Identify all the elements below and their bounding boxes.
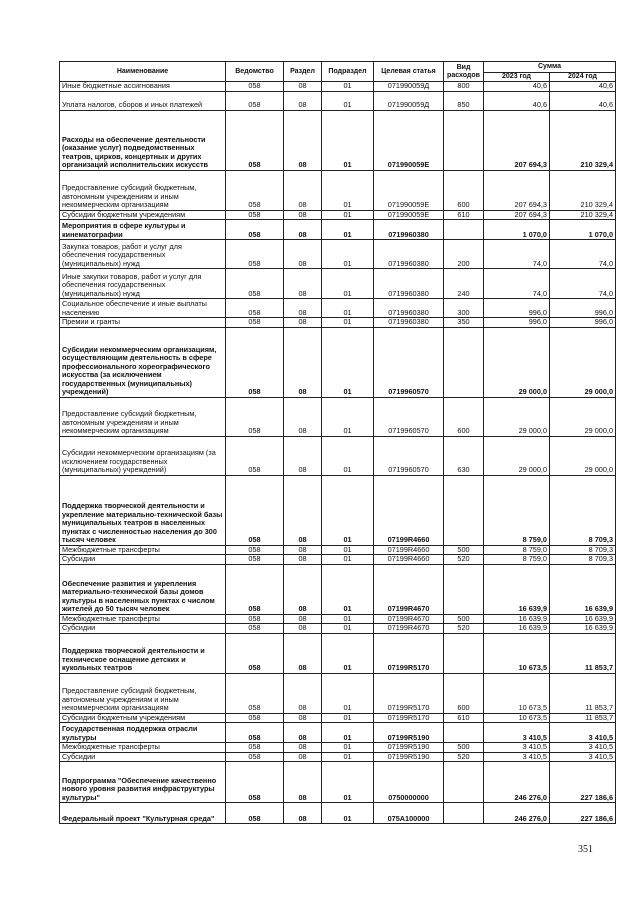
row-amount-2023: 16 639,9 — [484, 624, 550, 634]
row-department: 058 — [226, 475, 284, 545]
row-department: 058 — [226, 220, 284, 240]
row-amount-2024: 1 070,0 — [550, 220, 616, 240]
row-section: 08 — [284, 436, 322, 475]
row-amount-2023: 246 276,0 — [484, 762, 550, 803]
row-expense — [444, 220, 484, 240]
row-name: Предоставление субсидий бюджетным, автономным учреждениям и иным некоммерческим организациям — [60, 673, 226, 713]
row-amount-2023: 10 673,5 — [484, 633, 550, 673]
row-amount-2023: 207 694,3 — [484, 170, 550, 210]
row-expense: 850 — [444, 91, 484, 110]
row-department: 058 — [226, 713, 284, 723]
row-expense — [444, 564, 484, 614]
row-department: 058 — [226, 210, 284, 220]
row-amount-2023: 246 276,0 — [484, 803, 550, 824]
row-department: 058 — [226, 269, 284, 299]
row-section: 08 — [284, 624, 322, 634]
table-row — [60, 545, 616, 555]
table-row — [60, 170, 616, 210]
row-section: 08 — [284, 318, 322, 328]
row-name: Социальное обеспечение и иные выплаты населению — [60, 299, 226, 318]
row-name: Предоставление субсидий бюджетным, автономным учреждениям и иным некоммерческим организациям — [60, 397, 226, 436]
row-amount-2023: 40,6 — [484, 82, 550, 92]
table-row — [60, 318, 616, 328]
row-name: Межбюджетные трансферты — [60, 614, 226, 624]
row-amount-2024: 3 410,5 — [550, 743, 616, 753]
row-name: Субсидии бюджетным учреждениям — [60, 713, 226, 723]
table-row — [60, 327, 616, 397]
row-section: 08 — [284, 220, 322, 240]
row-target: 071990059Е — [374, 210, 444, 220]
row-expense — [444, 762, 484, 803]
row-expense: 600 — [444, 170, 484, 210]
row-expense: 200 — [444, 240, 484, 269]
row-expense: 630 — [444, 436, 484, 475]
row-expense: 520 — [444, 752, 484, 762]
table-row — [60, 475, 616, 545]
col-expense-header: Вид расходов — [444, 62, 484, 82]
row-amount-2023: 996,0 — [484, 299, 550, 318]
row-section: 08 — [284, 210, 322, 220]
row-name: Межбюджетные трансферты — [60, 743, 226, 753]
row-section: 08 — [284, 299, 322, 318]
row-amount-2023: 207 694,3 — [484, 110, 550, 170]
row-amount-2024: 11 853,7 — [550, 633, 616, 673]
row-expense: 520 — [444, 555, 484, 565]
row-expense: 500 — [444, 545, 484, 555]
row-target: 071990059Е — [374, 170, 444, 210]
row-amount-2024: 11 853,7 — [550, 673, 616, 713]
row-target: 07199R5170 — [374, 633, 444, 673]
row-amount-2024: 40,6 — [550, 82, 616, 92]
row-subsection: 01 — [322, 240, 374, 269]
row-target: 07199R5170 — [374, 713, 444, 723]
row-expense — [444, 633, 484, 673]
row-target: 0719960570 — [374, 327, 444, 397]
table-row — [60, 614, 616, 624]
row-amount-2024: 8 709,3 — [550, 555, 616, 565]
row-department: 058 — [226, 762, 284, 803]
table-row — [60, 299, 616, 318]
row-section: 08 — [284, 91, 322, 110]
row-name: Поддержка творческой деятельности и укрепление материально-технической базы муниципальных театров в населенных пунктах с численностью населения до 300 тысяч человек — [60, 475, 226, 545]
row-expense: 600 — [444, 673, 484, 713]
table-row — [60, 240, 616, 269]
row-target: 07199R5190 — [374, 752, 444, 762]
row-target: 071990059Д — [374, 91, 444, 110]
row-subsection: 01 — [322, 475, 374, 545]
row-department: 058 — [226, 318, 284, 328]
row-amount-2023: 74,0 — [484, 240, 550, 269]
table-row — [60, 624, 616, 634]
row-amount-2023: 996,0 — [484, 318, 550, 328]
row-subsection: 01 — [322, 397, 374, 436]
col-section-header: Раздел — [284, 62, 322, 82]
row-name: Закупка товаров, работ и услуг для обеспечения государственных (муниципальных) нужд — [60, 240, 226, 269]
row-department: 058 — [226, 545, 284, 555]
row-target: 07199R4670 — [374, 564, 444, 614]
row-amount-2024: 16 639,9 — [550, 614, 616, 624]
row-subsection: 01 — [322, 170, 374, 210]
row-expense: 600 — [444, 397, 484, 436]
row-target: 0719960380 — [374, 299, 444, 318]
row-expense — [444, 803, 484, 824]
row-amount-2024: 16 639,9 — [550, 624, 616, 634]
row-amount-2023: 16 639,9 — [484, 564, 550, 614]
row-section: 08 — [284, 110, 322, 170]
row-department: 058 — [226, 436, 284, 475]
row-section: 08 — [284, 723, 322, 743]
table-body — [60, 82, 616, 824]
row-department: 058 — [226, 82, 284, 92]
table-row — [60, 752, 616, 762]
col-target-header: Целевая статья — [374, 62, 444, 82]
row-section: 08 — [284, 633, 322, 673]
row-section: 08 — [284, 803, 322, 824]
page-number: 351 — [578, 844, 593, 855]
row-section: 08 — [284, 752, 322, 762]
row-amount-2024: 210 329,4 — [550, 210, 616, 220]
row-amount-2024: 29 000,0 — [550, 327, 616, 397]
row-amount-2023: 29 000,0 — [484, 397, 550, 436]
row-amount-2023: 3 410,5 — [484, 752, 550, 762]
row-department: 058 — [226, 110, 284, 170]
row-expense: 300 — [444, 299, 484, 318]
table-row — [60, 210, 616, 220]
row-amount-2023: 10 673,5 — [484, 713, 550, 723]
row-amount-2024: 227 186,6 — [550, 803, 616, 824]
row-subsection: 01 — [322, 752, 374, 762]
row-section: 08 — [284, 713, 322, 723]
row-name: Подпрограмма "Обеспечение качественно нового уровня развития инфраструктуры культуры" — [60, 762, 226, 803]
row-section: 08 — [284, 82, 322, 92]
table-row — [60, 633, 616, 673]
row-name: Предоставление субсидий бюджетным, автономным учреждениям и иным некоммерческим организациям — [60, 170, 226, 210]
row-subsection: 01 — [322, 91, 374, 110]
row-target: 0719960570 — [374, 436, 444, 475]
row-subsection: 01 — [322, 803, 374, 824]
row-subsection: 01 — [322, 436, 374, 475]
row-section: 08 — [284, 327, 322, 397]
row-amount-2023: 29 000,0 — [484, 327, 550, 397]
row-name: Уплата налогов, сборов и иных платежей — [60, 91, 226, 110]
row-amount-2023: 207 694,3 — [484, 210, 550, 220]
row-amount-2023: 10 673,5 — [484, 673, 550, 713]
row-name: Субсидии — [60, 624, 226, 634]
table-header — [60, 62, 616, 82]
row-target: 07199R4660 — [374, 475, 444, 545]
budget-table — [59, 61, 616, 824]
row-subsection: 01 — [322, 713, 374, 723]
row-department: 058 — [226, 555, 284, 565]
row-subsection: 01 — [322, 220, 374, 240]
row-section: 08 — [284, 269, 322, 299]
table-row — [60, 91, 616, 110]
row-department: 058 — [226, 327, 284, 397]
row-amount-2024: 210 329,4 — [550, 170, 616, 210]
row-department: 058 — [226, 91, 284, 110]
row-amount-2024: 227 186,6 — [550, 762, 616, 803]
row-name: Премии и гранты — [60, 318, 226, 328]
row-name: Государственная поддержка отрасли культуры — [60, 723, 226, 743]
col-subsection-header: Подраздел — [322, 62, 374, 82]
row-department: 058 — [226, 240, 284, 269]
col-amount-header: Сумма — [484, 62, 616, 73]
row-section: 08 — [284, 475, 322, 545]
row-section: 08 — [284, 614, 322, 624]
col-name-header: Наименование — [60, 62, 226, 82]
row-department: 058 — [226, 633, 284, 673]
row-subsection: 01 — [322, 327, 374, 397]
row-department: 058 — [226, 397, 284, 436]
row-target: 0719960380 — [374, 269, 444, 299]
row-section: 08 — [284, 762, 322, 803]
row-subsection: 01 — [322, 545, 374, 555]
row-target: 07199R4660 — [374, 545, 444, 555]
row-name: Межбюджетные трансферты — [60, 545, 226, 555]
row-section: 08 — [284, 564, 322, 614]
row-target: 0719960570 — [374, 397, 444, 436]
row-expense: 520 — [444, 624, 484, 634]
row-subsection: 01 — [322, 673, 374, 713]
row-section: 08 — [284, 673, 322, 713]
row-name: Субсидии некоммерческим организациям, осуществляющим деятельность в сфере профессионального хореографического искусства (за исключением государственных (муниципальных) учреждений) — [60, 327, 226, 397]
row-amount-2023: 8 759,0 — [484, 475, 550, 545]
row-amount-2023: 29 000,0 — [484, 436, 550, 475]
row-expense — [444, 723, 484, 743]
row-name: Мероприятия в сфере культуры и кинематографии — [60, 220, 226, 240]
row-amount-2023: 8 759,0 — [484, 545, 550, 555]
row-section: 08 — [284, 240, 322, 269]
budget-sheet — [59, 61, 615, 824]
row-subsection: 01 — [322, 318, 374, 328]
row-subsection: 01 — [322, 269, 374, 299]
row-department: 058 — [226, 564, 284, 614]
row-subsection: 01 — [322, 555, 374, 565]
table-row — [60, 110, 616, 170]
table-row — [60, 803, 616, 824]
table-row — [60, 762, 616, 803]
row-department: 058 — [226, 752, 284, 762]
table-row — [60, 269, 616, 299]
row-target: 07199R5190 — [374, 723, 444, 743]
row-subsection: 01 — [322, 210, 374, 220]
row-section: 08 — [284, 555, 322, 565]
row-department: 058 — [226, 624, 284, 634]
row-amount-2024: 8 709,3 — [550, 475, 616, 545]
row-target: 0719960380 — [374, 220, 444, 240]
row-name: Федеральный проект "Культурная среда" — [60, 803, 226, 824]
row-name: Поддержка творческой деятельности и техническое оснащение детских и кукольных театров — [60, 633, 226, 673]
row-subsection: 01 — [322, 614, 374, 624]
row-amount-2023: 8 759,0 — [484, 555, 550, 565]
row-amount-2024: 3 410,5 — [550, 752, 616, 762]
row-expense — [444, 110, 484, 170]
row-expense: 500 — [444, 743, 484, 753]
row-expense: 240 — [444, 269, 484, 299]
row-section: 08 — [284, 545, 322, 555]
row-amount-2024: 74,0 — [550, 269, 616, 299]
row-target: 07199R4670 — [374, 614, 444, 624]
row-expense: 350 — [444, 318, 484, 328]
row-expense: 610 — [444, 210, 484, 220]
row-target: 075А100000 — [374, 803, 444, 824]
table-row — [60, 555, 616, 565]
table-row — [60, 397, 616, 436]
table-row — [60, 723, 616, 743]
row-department: 058 — [226, 299, 284, 318]
row-expense: 800 — [444, 82, 484, 92]
row-department: 058 — [226, 673, 284, 713]
row-amount-2024: 996,0 — [550, 318, 616, 328]
row-subsection: 01 — [322, 82, 374, 92]
row-section: 08 — [284, 170, 322, 210]
table-row — [60, 436, 616, 475]
col-year-2023-header: 2023 год — [484, 73, 550, 82]
table-row — [60, 220, 616, 240]
row-name: Иные бюджетные ассигнования — [60, 82, 226, 92]
row-department: 058 — [226, 803, 284, 824]
row-expense: 610 — [444, 713, 484, 723]
table-row — [60, 743, 616, 753]
row-subsection: 01 — [322, 762, 374, 803]
row-subsection: 01 — [322, 299, 374, 318]
row-department: 058 — [226, 614, 284, 624]
row-amount-2024: 74,0 — [550, 240, 616, 269]
row-section: 08 — [284, 397, 322, 436]
row-amount-2024: 29 000,0 — [550, 397, 616, 436]
row-subsection: 01 — [322, 110, 374, 170]
row-amount-2023: 3 410,5 — [484, 723, 550, 743]
row-amount-2023: 3 410,5 — [484, 743, 550, 753]
row-department: 058 — [226, 743, 284, 753]
row-amount-2024: 996,0 — [550, 299, 616, 318]
row-amount-2023: 1 070,0 — [484, 220, 550, 240]
row-target: 0750000000 — [374, 762, 444, 803]
row-name: Субсидии — [60, 752, 226, 762]
row-target: 071990059Д — [374, 82, 444, 92]
row-amount-2024: 8 709,3 — [550, 545, 616, 555]
row-target: 0719960380 — [374, 240, 444, 269]
table-row — [60, 564, 616, 614]
row-amount-2023: 74,0 — [484, 269, 550, 299]
row-subsection: 01 — [322, 564, 374, 614]
row-subsection: 01 — [322, 723, 374, 743]
row-subsection: 01 — [322, 624, 374, 634]
table-row — [60, 82, 616, 92]
row-name: Субсидии — [60, 555, 226, 565]
row-target: 071990059Е — [374, 110, 444, 170]
col-department-header: Ведомство — [226, 62, 284, 82]
row-target: 07199R5170 — [374, 673, 444, 713]
row-target: 07199R5190 — [374, 743, 444, 753]
row-department: 058 — [226, 170, 284, 210]
table-row — [60, 713, 616, 723]
row-expense — [444, 327, 484, 397]
row-amount-2024: 3 410,5 — [550, 723, 616, 743]
row-expense: 500 — [444, 614, 484, 624]
row-name: Иные закупки товаров, работ и услуг для обеспечения государственных (муниципальных) нужд — [60, 269, 226, 299]
row-name: Расходы на обеспечение деятельности (оказание услуг) подведомственных театров, цирков, концертных и других организаций исполнительских искусств — [60, 110, 226, 170]
row-target: 07199R4660 — [374, 555, 444, 565]
col-year-2024-header: 2024 год — [550, 73, 616, 82]
row-name: Субсидии бюджетным учреждениям — [60, 210, 226, 220]
row-amount-2024: 29 000,0 — [550, 436, 616, 475]
row-amount-2024: 40,6 — [550, 91, 616, 110]
table-row — [60, 673, 616, 713]
row-amount-2023: 40,6 — [484, 91, 550, 110]
row-subsection: 01 — [322, 633, 374, 673]
row-target: 07199R4670 — [374, 624, 444, 634]
row-section: 08 — [284, 743, 322, 753]
row-expense — [444, 475, 484, 545]
row-name: Субсидии некоммерческим организациям (за исключением государственных (муниципальных) учреждений) — [60, 436, 226, 475]
row-amount-2024: 16 639,9 — [550, 564, 616, 614]
row-department: 058 — [226, 723, 284, 743]
row-name: Обеспечение развития и укрепления материально-технической базы домов культуры в населенных пунктах с числом жителей до 50 тысяч человек — [60, 564, 226, 614]
row-subsection: 01 — [322, 743, 374, 753]
row-amount-2024: 210 329,4 — [550, 110, 616, 170]
row-amount-2024: 11 853,7 — [550, 713, 616, 723]
row-amount-2023: 16 639,9 — [484, 614, 550, 624]
row-target: 0719960380 — [374, 318, 444, 328]
